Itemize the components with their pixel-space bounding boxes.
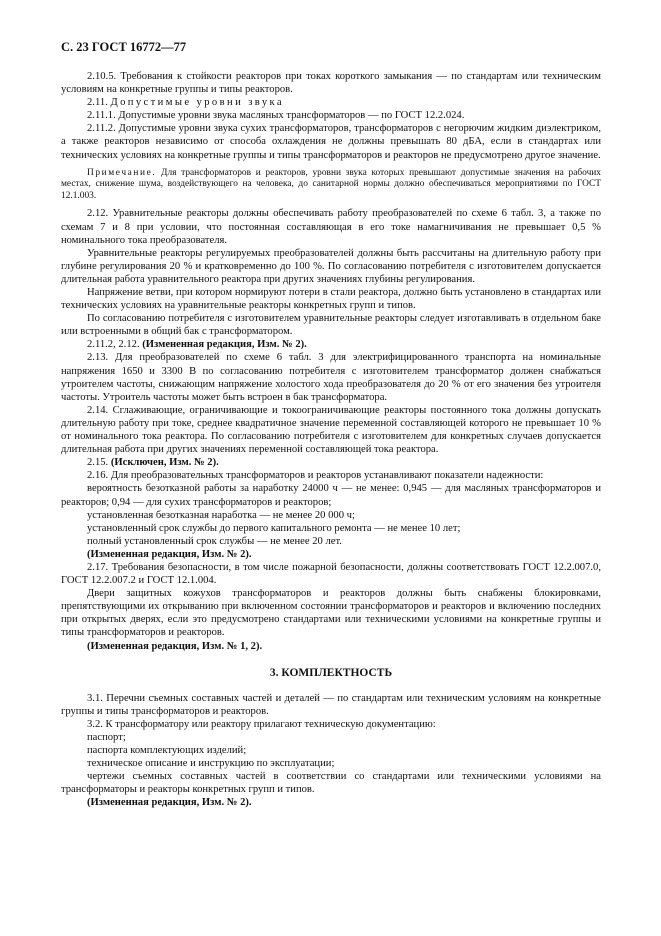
para-3-2-a: паспорт;: [87, 732, 126, 743]
para-2-11-heading: [61, 96, 601, 109]
para-2-17-b: Двери защитных кожухов трансформаторов и реакторов должны быть снабжены блокировками, препятствующими их открыванию при включенном состоянии трансформаторов и реакторов и включению последних при открытых дверях, если это предусмотрено стандартами или техническими условиями на конкретные группы и типы трансформаторов и реакторов.: [61, 588, 601, 639]
amendment-note-3: (Измененная редакция, Изм. № 2).: [87, 797, 252, 809]
amendment-ref: 2.11.2, 2.12.: [87, 339, 140, 351]
para-2-16-b: установленная безотказная наработка — не менее 20 000 ч;: [87, 509, 355, 521]
document-body: [61, 70, 601, 810]
para-2-11-1: 2.11.1. Допустимые уровни звука масляных трансформаторов — по ГОСТ 12.2.024.: [87, 110, 465, 122]
para-3-2: 3.2. К трансформатору или реактору прилагают техническую документацию:: [87, 718, 436, 730]
para-2-16-a: вероятность безотказной работы за наработку 24000 ч — не менее: 0,945 — для масляных трансформаторов и реакторов; 0,94 — для сухих трансформаторов и реакторов;: [61, 483, 601, 508]
para-2-12-d: По согласованию потребителя с изготовителем уравнительные реакторы следует изготавливать в отдельном баке или встроенными в общий бак с трансформатором.: [61, 313, 601, 338]
para-2-16-c: установленный срок службы до первого капитального ремонта — не менее 10 лет;: [87, 522, 461, 534]
para-2-14: 2.14. Сглаживающие, ограничивающие и токоограничивающие реакторы постоянного тока должны допускать длительную работу при токе, среднее квадратичное значение переменной составляющей которого не превышает 10 % от номинального тока реактора. По согласованию потребителя с изготовителем для конкретных случаев допускается длительная работа при других значениях переменной составляющей тока реактора.: [61, 404, 601, 456]
note-text: Для трансформаторов и реакторов, уровни звука которых превышают допустимые значения на рабочих местах, снижение шума, воздействующего на человека, до санитарной нормы должно обеспечиваться мероприятиями по ГОСТ 12.1.003.: [61, 167, 601, 201]
para-2-12-b: Уравнительные реакторы регулируемых преобразователей должны быть рассчитаны на длительную работу при глубине регулирования 20 % и кратковременно до 100 %. По согласованию потребителя с изготовителем допускается длительная работа уравнительного реактора при других значениях глубины регулирования.: [61, 247, 601, 285]
para-3-2-c: техническое описание и инструкцию по эксплуатации;: [87, 758, 335, 770]
para-2-15-excluded: (Исключен, Изм. № 2).: [110, 457, 219, 469]
para-3-1: 3.1. Перечни съемных составных частей и деталей — по стандартам или техническим условиям на конкретные группы и типы трансформаторов и реакторов.: [61, 692, 601, 717]
para-2-11-2: 2.11.2. Допустимые уровни звука сухих трансформаторов, трансформаторов с негорючим жидким диэлектриком, а также реакторов независимо от способа охлаждения не должны превышать 80 дБА, если в стандартах или технических условиях на конкретные группы и типы трансформаторов и реакторов не предусмотрено другое значение.: [61, 123, 601, 161]
amendment-note-2-16: (Измененная редакция, Изм. № 2).: [87, 548, 252, 560]
para-2-11-title: Допустимые уровни звука: [110, 97, 285, 109]
para-2-12-c: Напряжение ветви, при котором нормируют потери в стали реактора, должно быть установлено в стандартах или технических условиях на уравнительные реакторы конкретных групп и типов.: [61, 287, 601, 312]
section-3-title: 3. КОМПЛЕКТНОСТЬ: [269, 666, 393, 679]
para-2-15-number: 2.15.: [87, 457, 109, 469]
page-header: С. 23 ГОСТ 16772—77: [61, 40, 187, 54]
para-2-11-number: 2.11.: [87, 97, 108, 109]
para-2-17: 2.17. Требования безопасности, в том числе пожарной безопасности, должны соответствовать ГОСТ 12.2.007.0, ГОСТ 12.2.007.2 и ГОСТ 12.1.004.: [61, 561, 601, 587]
amendment-text: (Измененная редакция, Изм. № 2).: [142, 339, 307, 351]
note-label: Примечание.: [87, 167, 157, 178]
amendment-note-2-11-2: [61, 338, 601, 351]
para-2-13: 2.13. Для преобразователей по схеме 6 табл. 3 для электрифицированного транспорта на номинальные напряжения 1650 и 3300 В по согласованию потребителя с изготовителем трансформатор должен снабжаться утроителем частоты, снижающим напряжение холостого хода преобразователя до 20 % от его значения без утроителя частоты. Утроитель частоты может быть встроен в бак трансформатора.: [61, 352, 601, 403]
amendment-note-2-17: (Измененная редакция, Изм. № 1, 2).: [87, 640, 263, 652]
para-2-16-d: полный установленный срок службы — не менее 20 лет.: [87, 535, 342, 547]
para-3-2-d: чертежи съемных составных частей в соответствии со стандартами или техническими условиями на трансформаторы и реакторы конкретных групп и типов.: [61, 771, 601, 796]
para-2-10-5: 2.10.5. Требования к стойкости реакторов при токах короткого замыкания — по стандартам или техническим условиям на конкретные группы и типы реакторов.: [61, 71, 601, 96]
para-2-12: 2.12. Уравнительные реакторы должны обеспечивать работу преобразователей по схеме 6 табл. 3, а также по схемам 7 и 8 при условии, что постоянная составляющая в его токе намагничивания не превышает 0,5 % номинального тока преобразователя.: [61, 208, 601, 246]
para-2-15: [61, 456, 601, 469]
para-3-2-b: паспорта комплектующих изделий;: [87, 745, 247, 757]
para-2-16: 2.16. Для преобразовательных трансформаторов и реакторов устанавливают показатели надежности:: [87, 470, 544, 482]
note: [61, 168, 601, 203]
